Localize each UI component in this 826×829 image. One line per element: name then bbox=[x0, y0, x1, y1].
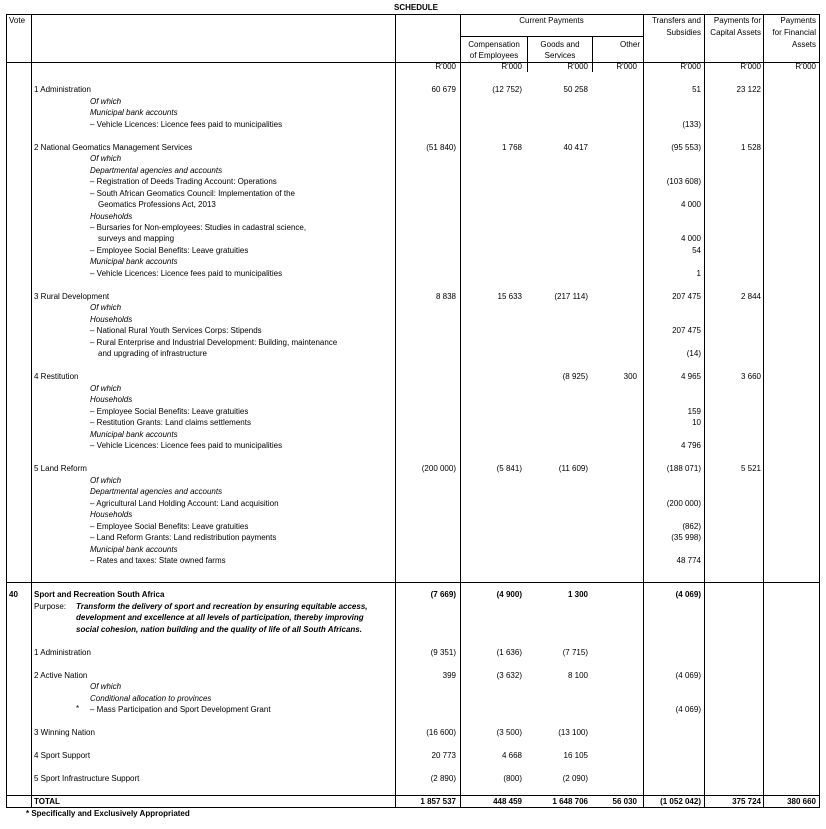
total-goods-services: 1 648 706 bbox=[552, 797, 588, 806]
programme-label: 2 National Geomatics Management Services bbox=[34, 143, 193, 152]
cell-goods-services: 1 300 bbox=[567, 590, 588, 599]
cell-capital-assets: 1 528 bbox=[740, 143, 761, 152]
cell-compensation: 15 633 bbox=[497, 292, 522, 301]
unit-label: R'000 bbox=[501, 62, 522, 71]
unit-label: R'000 bbox=[567, 62, 588, 71]
header-goods-line2: Services bbox=[544, 51, 576, 60]
cell-goods-services: (217 114) bbox=[554, 292, 588, 301]
programme-label: 1 Administration bbox=[34, 648, 91, 657]
cell-capital-assets: 3 660 bbox=[740, 372, 761, 381]
cell-transfers-subsidies: (200 000) bbox=[666, 499, 701, 508]
column-rule bbox=[763, 14, 764, 807]
cell-compensation: (5 841) bbox=[496, 464, 522, 473]
cell-transfers-subsidies: 54 bbox=[692, 246, 701, 255]
purpose-text: Transform the delivery of sport and recreation by ensuring equitable access, bbox=[76, 602, 368, 611]
cell-transfers-subsidies: 207 475 bbox=[672, 326, 701, 335]
category-label: Municipal bank accounts bbox=[90, 257, 178, 266]
cell-transfers-subsidies: (862) bbox=[682, 522, 701, 531]
column-rule bbox=[819, 14, 820, 807]
specifically-appropriated-mark: * bbox=[76, 704, 80, 713]
line-item-label: – National Rural Youth Services Corps: Stipends bbox=[90, 326, 262, 335]
category-label: Municipal bank accounts bbox=[90, 108, 178, 117]
programme-label: 5 Sport Infrastructure Support bbox=[34, 774, 140, 783]
cell-goods-services: 40 417 bbox=[563, 143, 588, 152]
line-item-label: – South African Geomatics Council: Implementation of the bbox=[90, 189, 295, 198]
line-item-label: surveys and mapping bbox=[98, 234, 175, 243]
row-rule bbox=[6, 795, 820, 796]
header-current-payments: Current Payments bbox=[519, 16, 584, 25]
cell-transfers-subsidies: (35 998) bbox=[671, 533, 701, 542]
column-rule bbox=[395, 14, 396, 807]
cell-goods-services: (8 925) bbox=[562, 372, 588, 381]
cell-transfers-subsidies: 10 bbox=[692, 418, 701, 427]
cell-transfers-subsidies: 4 000 bbox=[680, 234, 701, 243]
category-label: Households bbox=[90, 395, 133, 404]
category-label: Households bbox=[90, 212, 133, 221]
cell-total-amount: 8 838 bbox=[435, 292, 456, 301]
cell-total-amount: (16 600) bbox=[426, 728, 456, 737]
cell-compensation: (3 632) bbox=[496, 671, 522, 680]
purpose-label: Purpose: bbox=[34, 602, 67, 611]
cell-total-amount: (200 000) bbox=[421, 464, 456, 473]
cell-transfers-subsidies: (188 071) bbox=[666, 464, 701, 473]
column-rule bbox=[704, 14, 705, 807]
cell-compensation: 4 668 bbox=[501, 751, 522, 760]
of-which-label: Of which bbox=[90, 97, 122, 106]
cell-transfers-subsidies: (4 069) bbox=[675, 705, 701, 714]
line-item-label: – Land Reform Grants: Land redistribution payments bbox=[90, 533, 277, 542]
line-item-label: – Agricultural Land Holding Account: Land acquisition bbox=[90, 499, 279, 508]
header-financial-line1: Payments bbox=[780, 16, 816, 25]
line-item-label: – Mass Participation and Sport Development Grant bbox=[90, 705, 271, 714]
cell-compensation: 1 768 bbox=[501, 143, 522, 152]
cell-transfers-subsidies: (4 069) bbox=[675, 671, 701, 680]
programme-label: 4 Sport Support bbox=[34, 751, 91, 760]
cell-transfers-subsidies: 207 475 bbox=[672, 292, 701, 301]
header-vote: Vote bbox=[9, 16, 26, 25]
column-rule bbox=[31, 14, 32, 807]
cell-capital-assets: 2 844 bbox=[740, 292, 761, 301]
unit-label: R'000 bbox=[740, 62, 761, 71]
purpose-text: development and excellence at all levels of participation, thereby improving bbox=[76, 613, 364, 622]
header-capital-line1: Payments for bbox=[713, 16, 761, 25]
column-rule bbox=[460, 14, 461, 807]
category-label: Conditional allocation to provinces bbox=[90, 694, 212, 703]
category-label: Municipal bank accounts bbox=[90, 430, 178, 439]
cell-total-amount: 399 bbox=[442, 671, 456, 680]
schedule-title: SCHEDULE bbox=[393, 3, 438, 12]
cell-compensation: (4 900) bbox=[496, 590, 522, 599]
line-item-label: – Registration of Deeds Trading Account: Operations bbox=[90, 177, 277, 186]
total-financial-assets: 380 660 bbox=[787, 797, 816, 806]
cell-transfers-subsidies: 51 bbox=[692, 85, 701, 94]
unit-label: R'000 bbox=[795, 62, 816, 71]
cell-other: 300 bbox=[623, 372, 637, 381]
header-capital-line2: Capital Assets bbox=[710, 28, 761, 37]
cell-goods-services: (13 100) bbox=[558, 728, 588, 737]
category-label: Households bbox=[90, 510, 133, 519]
header-compensation-line1: Compensation bbox=[468, 40, 520, 49]
vote-title: Sport and Recreation South Africa bbox=[34, 590, 165, 599]
header-financial-line2: for Financial bbox=[772, 28, 816, 37]
header-transfers-line1: Transfers and bbox=[651, 16, 701, 25]
cell-total-amount: (9 351) bbox=[430, 648, 456, 657]
cell-goods-services: 8 100 bbox=[567, 671, 588, 680]
row-rule bbox=[6, 807, 820, 808]
of-which-label: Of which bbox=[90, 682, 122, 691]
line-item-label: – Restitution Grants: Land claims settlements bbox=[90, 418, 251, 427]
header-financial-line3: Assets bbox=[791, 40, 816, 49]
cell-transfers-subsidies: 4 796 bbox=[680, 441, 701, 450]
line-item-label: – Vehicle Licences: Licence fees paid to municipalities bbox=[90, 120, 283, 129]
unit-label: R'000 bbox=[680, 62, 701, 71]
footnote: * Specifically and Exclusively Appropriated bbox=[26, 809, 190, 818]
line-item-label: – Bursaries for Non-employees: Studies in cadastral science, bbox=[90, 223, 307, 232]
programme-label: 2 Active Nation bbox=[34, 671, 88, 680]
cell-goods-services: (2 090) bbox=[562, 774, 588, 783]
vote-number: 40 bbox=[9, 590, 18, 599]
total-label: TOTAL bbox=[34, 797, 60, 806]
cell-compensation: (800) bbox=[503, 774, 522, 783]
programme-label: 3 Rural Development bbox=[34, 292, 110, 301]
line-item-label: – Rates and taxes: State owned farms bbox=[90, 556, 226, 565]
line-item-label: – Employee Social Benefits: Leave gratuities bbox=[90, 407, 249, 416]
cell-transfers-subsidies: 159 bbox=[687, 407, 701, 416]
line-item-label: – Employee Social Benefits: Leave gratuities bbox=[90, 522, 249, 531]
line-item-label: – Vehicle Licences: Licence fees paid to municipalities bbox=[90, 269, 283, 278]
of-which-label: Of which bbox=[90, 384, 122, 393]
cell-goods-services: 16 105 bbox=[563, 751, 588, 760]
total-other: 56 030 bbox=[612, 797, 637, 806]
line-item-label: – Employee Social Benefits: Leave gratuities bbox=[90, 246, 249, 255]
cell-transfers-subsidies: (14) bbox=[686, 349, 701, 358]
total-capital-assets: 375 724 bbox=[732, 797, 761, 806]
total-total-amount: 1 857 537 bbox=[420, 797, 456, 806]
of-which-label: Of which bbox=[90, 303, 122, 312]
cell-transfers-subsidies: (4 069) bbox=[675, 590, 701, 599]
cell-goods-services: 50 258 bbox=[563, 85, 588, 94]
cell-compensation: (12 752) bbox=[492, 85, 522, 94]
line-item-label: and upgrading of infrastructure bbox=[98, 349, 207, 358]
cell-goods-services: (11 609) bbox=[558, 464, 588, 473]
cell-transfers-subsidies: (103 608) bbox=[666, 177, 701, 186]
category-label: Municipal bank accounts bbox=[90, 545, 178, 554]
line-item-label: – Rural Enterprise and Industrial Development: Building, maintenance bbox=[90, 338, 338, 347]
programme-label: 4 Restitution bbox=[34, 372, 79, 381]
row-rule bbox=[6, 582, 820, 583]
of-which-label: Of which bbox=[90, 154, 122, 163]
header-transfers-line2: Subsidies bbox=[666, 28, 701, 37]
column-rule bbox=[6, 14, 7, 807]
header-other: Other bbox=[619, 40, 640, 49]
category-label: Departmental agencies and accounts bbox=[90, 166, 223, 175]
cell-total-amount: 20 773 bbox=[431, 751, 456, 760]
cell-compensation: (3 500) bbox=[496, 728, 522, 737]
cell-total-amount: (2 890) bbox=[430, 774, 456, 783]
row-rule bbox=[460, 36, 643, 37]
total-compensation: 448 459 bbox=[493, 797, 522, 806]
header-goods-line1: Goods and bbox=[540, 40, 580, 49]
line-item-label: Geomatics Professions Act, 2013 bbox=[98, 200, 216, 209]
category-label: Households bbox=[90, 315, 133, 324]
unit-label: R'000 bbox=[616, 62, 637, 71]
cell-transfers-subsidies: 4 000 bbox=[680, 200, 701, 209]
of-which-label: Of which bbox=[90, 476, 122, 485]
purpose-text: social cohesion, nation building and the quality of life of all South Africans. bbox=[76, 625, 362, 634]
cell-transfers-subsidies: 4 965 bbox=[680, 372, 701, 381]
cell-compensation: (1 636) bbox=[496, 648, 522, 657]
header-compensation-line2: of Employees bbox=[469, 51, 519, 60]
category-label: Departmental agencies and accounts bbox=[90, 487, 223, 496]
line-item-label: – Vehicle Licences: Licence fees paid to municipalities bbox=[90, 441, 283, 450]
cell-transfers-subsidies: (133) bbox=[682, 120, 701, 129]
programme-label: 1 Administration bbox=[34, 85, 91, 94]
cell-total-amount: (51 840) bbox=[426, 143, 456, 152]
cell-transfers-subsidies: 1 bbox=[696, 269, 701, 278]
cell-capital-assets: 23 122 bbox=[736, 85, 761, 94]
cell-goods-services: (7 715) bbox=[562, 648, 588, 657]
cell-total-amount: (7 669) bbox=[430, 590, 456, 599]
cell-transfers-subsidies: 48 774 bbox=[676, 556, 701, 565]
row-rule bbox=[6, 14, 820, 15]
programme-label: 3 Winning Nation bbox=[34, 728, 95, 737]
unit-label: R'000 bbox=[435, 62, 456, 71]
total-transfers-subsidies: (1 052 042) bbox=[660, 797, 701, 806]
cell-transfers-subsidies: (95 553) bbox=[671, 143, 701, 152]
cell-total-amount: 60 679 bbox=[431, 85, 456, 94]
programme-label: 5 Land Reform bbox=[34, 464, 87, 473]
cell-capital-assets: 5 521 bbox=[740, 464, 761, 473]
